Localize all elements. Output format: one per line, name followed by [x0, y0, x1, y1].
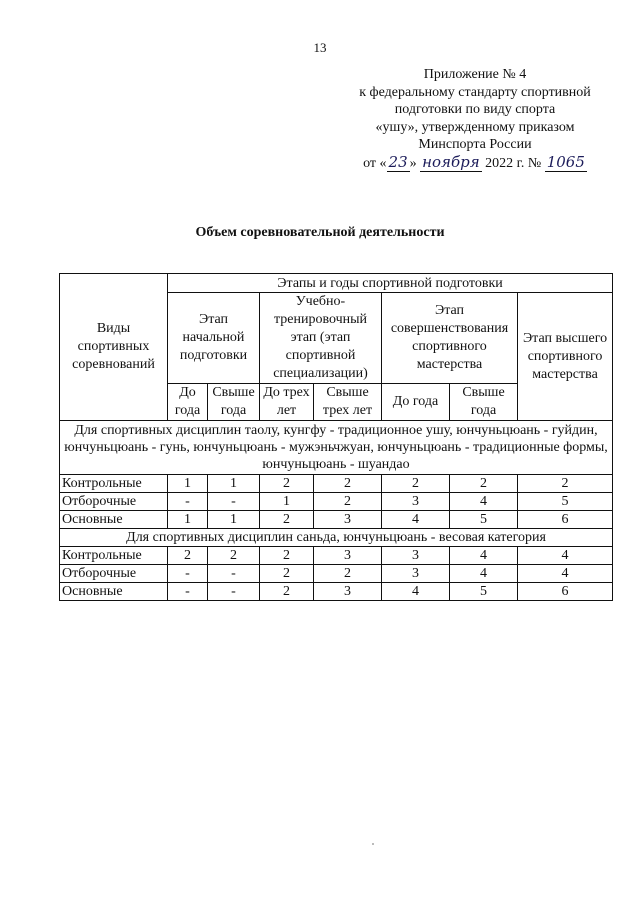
stage-header: Этап совершенствования спортивного мастерства — [382, 293, 518, 384]
table-cell: - — [208, 493, 260, 511]
stage-header: Учебно-тренировочный этап (этап спортивной специализации) — [260, 293, 382, 384]
appendix-line: подготовки по виду спорта — [394, 102, 556, 117]
table-cell: 1 — [168, 511, 208, 529]
table-cell: 2 — [260, 565, 314, 583]
order-mid: » — [409, 155, 421, 171]
table-cell: 4 — [382, 583, 450, 601]
table-cell: 6 — [518, 583, 613, 601]
scan-speck — [372, 843, 374, 845]
competition-table — [59, 273, 613, 601]
row-kind: Основные — [60, 583, 168, 601]
year-header: До трех лет — [260, 384, 314, 421]
appendix-line: Приложение № 4 — [423, 67, 527, 82]
appendix-line: Минспорта России — [418, 137, 532, 152]
order-day: 23 — [388, 152, 408, 171]
table-cell: - — [208, 583, 260, 601]
row-kind: Отборочные — [60, 493, 168, 511]
row-kind: Контрольные — [60, 475, 168, 493]
row-kind: Основные — [60, 511, 168, 529]
table-cell: - — [168, 493, 208, 511]
table-cell: 2 — [450, 475, 518, 493]
table-cell: 2 — [260, 583, 314, 601]
table-cell: 1 — [260, 493, 314, 511]
table-cell: 2 — [260, 547, 314, 565]
table-cell: 4 — [450, 547, 518, 565]
table-cell: 2 — [314, 565, 382, 583]
order-number: 1065 — [546, 152, 585, 171]
order-year: 2022 г. № — [481, 155, 545, 171]
table-cell: 4 — [518, 547, 613, 565]
order-prefix: от « — [363, 155, 387, 171]
section-title: Для спортивных дисциплин саньда, юнчуньцюань - весовая категория — [60, 529, 613, 547]
table-cell: 4 — [382, 511, 450, 529]
table-cell: 5 — [518, 493, 613, 511]
table-cell: 3 — [382, 547, 450, 565]
table-cell: 2 — [382, 475, 450, 493]
year-header: Свыше трех лет — [314, 384, 382, 421]
year-header: Свыше года — [450, 384, 518, 421]
appendix-line: к федеральному стандарту спортивной — [359, 84, 591, 100]
year-header: До года — [382, 384, 450, 421]
table-cell: 1 — [208, 511, 260, 529]
table-cell: 3 — [314, 583, 382, 601]
row-kind: Отборочные — [60, 565, 168, 583]
table-cell: 1 — [168, 475, 208, 493]
table-cell: 3 — [382, 565, 450, 583]
table-cell: 6 — [518, 511, 613, 529]
table-cell: 2 — [314, 475, 382, 493]
appendix-line: «ушу», утвержденному приказом — [375, 119, 575, 135]
table-cell: 3 — [382, 493, 450, 511]
table-cell: 2 — [208, 547, 260, 565]
table-cell: - — [168, 565, 208, 583]
table-cell: - — [168, 583, 208, 601]
year-header: Свыше года — [208, 384, 260, 421]
table-cell: 4 — [518, 565, 613, 583]
section-title: Для спортивных дисциплин таолу, кунгфу - традиционное ушу, юнчуньцюань - гуйдин, юнчуньцюань - гунь, юнчуньцюань - мужэньчжуан, юнчуньцюань - традиционные формы, юнчуньцюань - шуандао — [60, 421, 613, 475]
table-cell: 5 — [450, 511, 518, 529]
stage-header: Этап начальной подготовки — [168, 293, 260, 384]
appendix-block — [340, 66, 610, 172]
table-cell: 3 — [314, 511, 382, 529]
table-cell: 1 — [208, 475, 260, 493]
order-month: ноября — [422, 152, 480, 171]
row-kind: Контрольные — [60, 547, 168, 565]
order-date-line — [340, 154, 610, 173]
table-cell: 2 — [314, 493, 382, 511]
corner-header: Виды спортивных соревнований — [60, 274, 168, 421]
stage-header: Этап высшего спортивного мастерства — [518, 293, 613, 421]
table-cell: 4 — [450, 565, 518, 583]
table-cell: 5 — [450, 583, 518, 601]
table-cell: 2 — [168, 547, 208, 565]
table-cell: 2 — [518, 475, 613, 493]
page-number: 13 — [313, 40, 327, 55]
year-header: До года — [168, 384, 208, 421]
table-cell: 3 — [314, 547, 382, 565]
table-cell: 4 — [450, 493, 518, 511]
table-cell: 2 — [260, 475, 314, 493]
document-title: Объем соревновательной деятельности — [195, 225, 445, 240]
table-cell: - — [208, 565, 260, 583]
table-cell: 2 — [260, 511, 314, 529]
group-header: Этапы и годы спортивной подготовки — [168, 274, 613, 293]
